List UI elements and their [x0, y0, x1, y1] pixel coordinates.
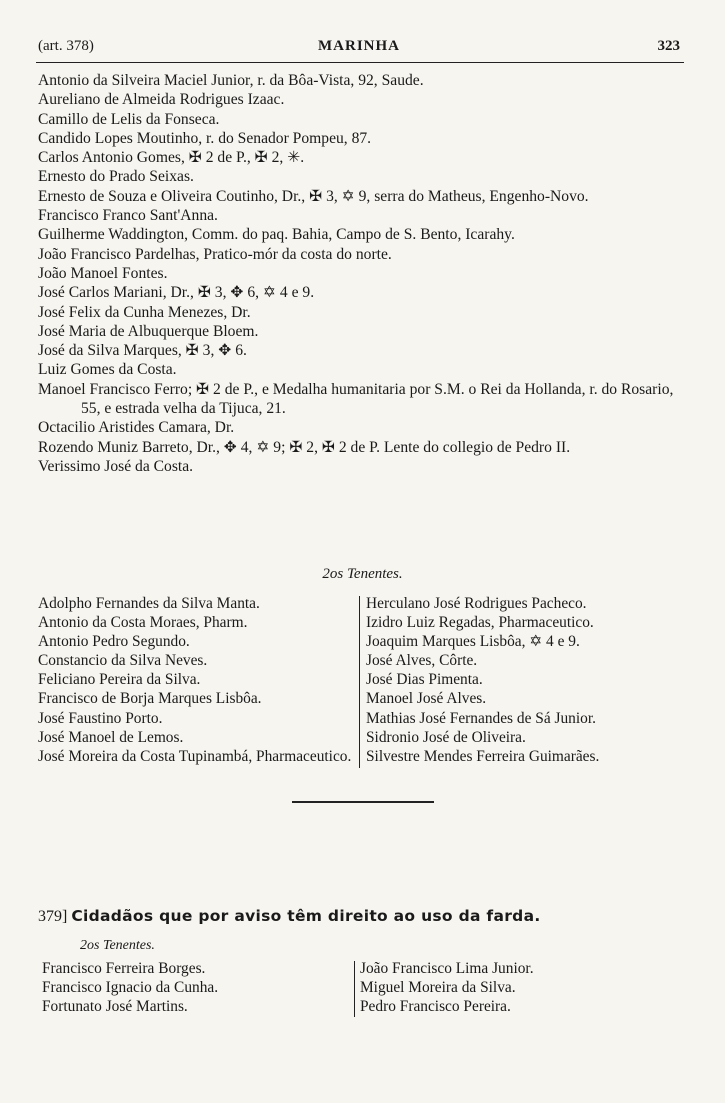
list-item: Luiz Gomes da Costa.: [38, 361, 177, 379]
list-item: Manoel José Alves.: [366, 690, 487, 708]
list-item: Rozendo Muniz Barreto, Dr., ✥ 4, ✡ 9; ✠ 2, ✠ 2 de P. Lente do collegio de Pedro II.: [38, 438, 571, 456]
section-title: Cidadãos que por aviso têm direito ao uso da farda.: [71, 907, 541, 925]
list-item: Joaquim Marques Lisbôa, ✡ 4 e 9.: [366, 633, 580, 651]
two-column-list: [38, 959, 682, 1023]
list-item: Francisco Ignacio da Cunha.: [42, 979, 219, 997]
list-item: Candido Lopes Moutinho, r. do Senador Pompeu, 87.: [38, 129, 372, 147]
header-rule: [36, 62, 684, 63]
list-item: Carlos Antonio Gomes, ✠ 2 de P., ✠ 2, ✳.: [38, 149, 305, 167]
page-title: MARINHA: [318, 38, 400, 54]
list-item: Guilherme Waddington, Comm. do paq. Bahia, Campo de S. Bento, Icarahy.: [38, 226, 515, 244]
article-reference: (art. 378): [38, 38, 94, 54]
section-heading: [38, 907, 680, 926]
list-item: João Francisco Pardelhas, Pratico-mór da costa do norte.: [38, 245, 392, 263]
list-item: Antonio da Silveira Maciel Junior, r. da Bôa-Vista, 92, Saude.: [38, 72, 424, 89]
left-column: [42, 959, 348, 1016]
list-item: Feliciano Pereira da Silva.: [38, 671, 201, 689]
two-column-list: [38, 594, 682, 794]
right-column: [360, 959, 660, 1016]
page-header: [38, 36, 680, 58]
list-item: Aureliano de Almeida Rodrigues Izaac.: [38, 91, 285, 109]
article-number: 379]: [38, 908, 68, 925]
list-item: João Francisco Lima Junior.: [360, 960, 534, 977]
list-item: Mathias José Fernandes de Sá Junior.: [366, 709, 596, 727]
name-list: [38, 71, 680, 476]
list-item: Silvestre Mendes Ferreira Guimarães.: [366, 747, 600, 765]
list-item: Francisco Ferreira Borges.: [42, 960, 206, 977]
list-item: Camillo de Lelis da Fonseca.: [38, 110, 220, 128]
list-item: José Manoel de Lemos.: [38, 728, 184, 746]
list-item: José Moreira da Costa Tupinambá, Pharmaceutico.: [38, 747, 352, 765]
list-item: Ernesto de Souza e Oliveira Coutinho, Dr., ✠ 3, ✡ 9, serra do Matheus, Engenho-Novo.: [38, 187, 589, 205]
section-divider: [292, 801, 434, 803]
column-divider: [354, 961, 355, 1017]
list-item: Adolpho Fernandes da Silva Manta.: [38, 595, 260, 612]
list-item: Octacilio Aristides Camara, Dr.: [38, 419, 235, 437]
section-subheading: 2os Tenentes.: [322, 566, 403, 582]
list-item: Ernesto do Prado Seixas.: [38, 168, 194, 186]
list-item: Francisco de Borja Marques Lisbôa.: [38, 690, 262, 708]
list-item: José Carlos Mariani, Dr., ✠ 3, ✥ 6, ✡ 4 e 9.: [38, 284, 315, 302]
list-item: Verissimo José da Costa.: [38, 457, 194, 475]
list-item: Izidro Luiz Regadas, Pharmaceutico.: [366, 614, 594, 632]
list-item: Fortunato José Martins.: [42, 998, 188, 1016]
list-item: José Faustino Porto.: [38, 709, 163, 727]
list-item: João Manoel Fontes.: [38, 264, 168, 282]
list-item: José Felix da Cunha Menezes, Dr.: [38, 303, 251, 321]
list-item: Miguel Moreira da Silva.: [360, 979, 516, 997]
column-divider: [359, 596, 360, 768]
list-item: José Maria de Albuquerque Bloem.: [38, 322, 259, 340]
list-item: José da Silva Marques, ✠ 3, ✥ 6.: [38, 342, 247, 360]
list-item: Pedro Francisco Pereira.: [360, 998, 511, 1016]
list-item: Francisco Franco Sant'Anna.: [38, 207, 218, 225]
page-number: 323: [657, 38, 680, 54]
list-item: Antonio Pedro Segundo.: [38, 633, 190, 651]
list-item: Herculano José Rodrigues Pacheco.: [366, 595, 587, 612]
list-item: Sidronio José de Oliveira.: [366, 728, 526, 746]
list-item: José Dias Pimenta.: [366, 671, 483, 689]
right-column: [366, 594, 682, 766]
list-item: Constancio da Silva Neves.: [38, 652, 208, 670]
section-subheading: 2os Tenentes.: [80, 938, 155, 953]
left-column: [38, 594, 356, 766]
list-item: Manoel Francisco Ferro; ✠ 2 de P., e Medalha humanitaria por S.M. o Rei da Hollanda, r. do Rosario, 55, e estrada velha da Tijuca, 21.: [38, 380, 674, 418]
list-item: José Alves, Côrte.: [366, 652, 478, 670]
list-item: Antonio da Costa Moraes, Pharm.: [38, 614, 248, 632]
